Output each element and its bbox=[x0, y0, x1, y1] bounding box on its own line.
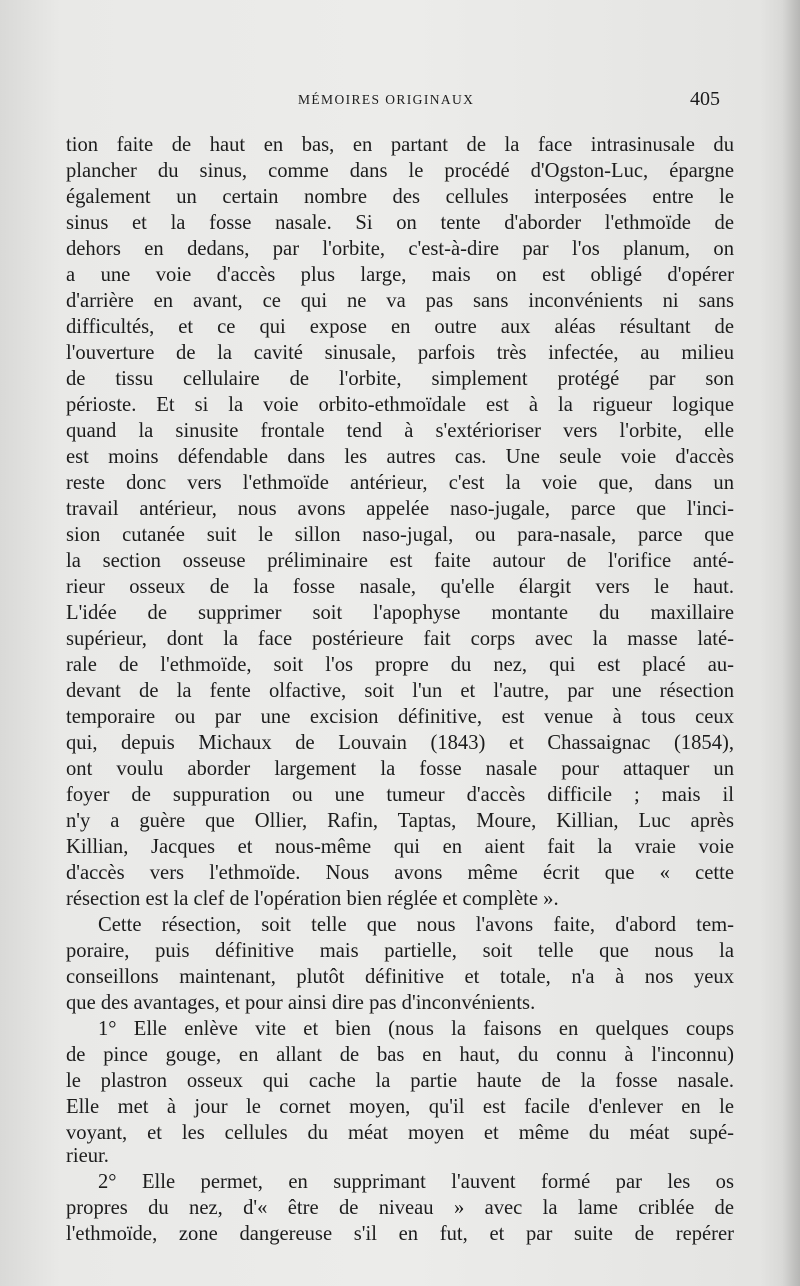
text-line: propres du nez, d'« être de niveau » avec la lame criblée de bbox=[66, 1197, 734, 1219]
text-line: poraire, puis définitive mais partielle, soit telle que nous la bbox=[66, 940, 734, 962]
text-line: L'idée de supprimer soit l'apophyse montante du maxillaire bbox=[66, 602, 734, 624]
text-line: 1° Elle enlève vite et bien (nous la faisons en quelques coups bbox=[98, 1018, 734, 1040]
text-line: tion faite de haut en bas, en partant de la face intrasinusale du bbox=[66, 134, 734, 156]
text-line: sinus et la fosse nasale. Si on tente d'aborder l'ethmoïde de bbox=[66, 212, 734, 234]
text-line: également un certain nombre des cellules interposées entre le bbox=[66, 186, 734, 208]
text-line: Cette résection, soit telle que nous l'avons faite, d'abord tem- bbox=[98, 914, 734, 936]
text-line: de tissu cellulaire de l'orbite, simplement protégé par son bbox=[66, 368, 734, 390]
text-line: le plastron osseux qui cache la partie haute de la fosse nasale. bbox=[66, 1070, 734, 1092]
text-line: conseillons maintenant, plutôt définitive et totale, n'a à nos yeux bbox=[66, 966, 734, 988]
text-line: Killian, Jacques et nous-même qui en aient fait la vraie voie bbox=[66, 836, 734, 858]
text-line: n'y a guère que Ollier, Rafin, Taptas, Moure, Killian, Luc après bbox=[66, 810, 734, 832]
text-line: qui, depuis Michaux de Louvain (1843) et Chassaignac (1854), bbox=[66, 732, 734, 754]
text-line: devant de la fente olfactive, soit l'un et l'autre, par une résection bbox=[66, 680, 734, 702]
text-line: 2° Elle permet, en supprimant l'auvent formé par les os bbox=[98, 1171, 734, 1193]
text-line: périoste. Et si la voie orbito-ethmoïdale est à la rigueur logique bbox=[66, 394, 734, 416]
text-line: foyer de suppuration ou une tumeur d'accès difficile ; mais il bbox=[66, 784, 734, 806]
running-title: MÉMOIRES ORIGINAUX bbox=[298, 92, 475, 107]
text-line: l'ethmoïde, zone dangereuse s'il en fut, et par suite de repérer bbox=[66, 1223, 734, 1245]
text-line: rale de l'ethmoïde, soit l'os propre du nez, qui est placé au- bbox=[66, 654, 734, 676]
text-line: ont voulu aborder largement la fosse nasale pour attaquer un bbox=[66, 758, 734, 780]
text-line: de pince gouge, en allant de bas en haut, du connu à l'inconnu) bbox=[66, 1044, 734, 1066]
text-line: reste donc vers l'ethmoïde antérieur, c'est la voie que, dans un bbox=[66, 472, 734, 494]
text-line: plancher du sinus, comme dans le procédé d'Ogston-Luc, épargne bbox=[66, 160, 734, 182]
page-number: 405 bbox=[690, 88, 720, 110]
text-line: dehors en dedans, par l'orbite, c'est-à-dire par l'os planum, on bbox=[66, 238, 734, 260]
text-line: a une voie d'accès plus large, mais on est obligé d'opérer bbox=[66, 264, 734, 286]
text-line: est moins défendable dans les autres cas. Une seule voie d'accès bbox=[66, 446, 734, 468]
text-line: sion cutanée suit le sillon naso-jugal, ou para-nasale, parce que bbox=[66, 524, 734, 546]
text-line: temporaire ou par une excision définitive, est venue à tous ceux bbox=[66, 706, 734, 728]
text-line: voyant, et les cellules du méat moyen et même du méat supé- bbox=[66, 1122, 734, 1144]
text-line: d'arrière en avant, ce qui ne va pas sans inconvénients ni sans bbox=[66, 290, 734, 312]
text-line: résection est la clef de l'opération bien réglée et complète ». bbox=[66, 888, 559, 910]
text-line: l'ouverture de la cavité sinusale, parfois très infectée, au milieu bbox=[66, 342, 734, 364]
text-line: la section osseuse préliminaire est faite autour de l'orifice anté- bbox=[66, 550, 734, 572]
text-line: rieur. bbox=[66, 1145, 109, 1167]
text-line: que des avantages, et pour ainsi dire pas d'inconvénients. bbox=[66, 992, 536, 1014]
text-line: supérieur, dont la face postérieure fait corps avec la masse laté- bbox=[66, 628, 734, 650]
text-line: travail antérieur, nous avons appelée naso-jugale, parce que l'inci- bbox=[66, 498, 734, 520]
text-line: rieur osseux de la fosse nasale, qu'elle élargit vers le haut. bbox=[66, 576, 734, 598]
text-line: Elle met à jour le cornet moyen, qu'il est facile d'enlever en le bbox=[66, 1096, 734, 1118]
text-line: difficultés, et ce qui expose en outre aux aléas résultant de bbox=[66, 316, 734, 338]
text-line: d'accès vers l'ethmoïde. Nous avons même écrit que « cette bbox=[66, 862, 734, 884]
text-line: quand la sinusite frontale tend à s'extérioriser vers l'orbite, elle bbox=[66, 420, 734, 442]
